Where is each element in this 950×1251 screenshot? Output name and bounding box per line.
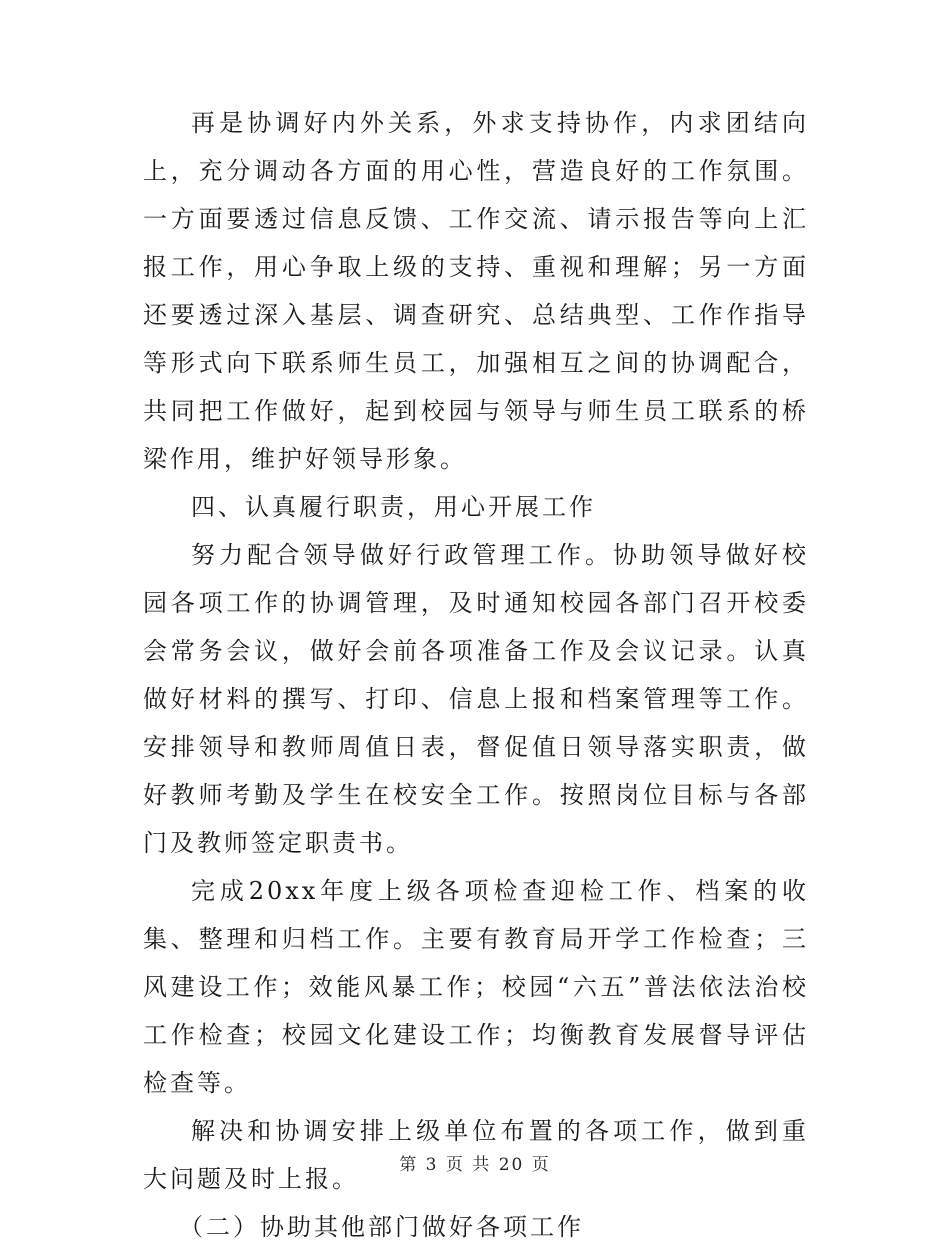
document-body	[143, 99, 809, 1251]
section-heading-four: 四、认真履行职责，用心开展工作	[191, 493, 596, 521]
paragraph-inspections: 完成20xx年度上级各项检查迎检工作、档案的收集、整理和归档工作。主要有教育局开学工作检查；三风建设工作；效能风暴工作；校园“六五”普法依法治校工作检查；校园文化建设工作；均衡教育发展督导评估检查等。	[143, 877, 809, 1097]
subheading-assist-departments: （二）协助其他部门做好各项工作	[179, 1213, 584, 1241]
paragraph-admin-work: 努力配合领导做好行政管理工作。协助领导做好校园各项工作的协调管理，及时通知校园各部门召开校委会常务会议，做好会前各项准备工作及会议记录。认真做好材料的撰写、打印、信息上报和档案管理等工作。安排领导和教师周值日表，督促值日领导落实职责，做好教师考勤及学生在校安全工作。按照岗位目标与各部门及教师签定职责书。	[143, 541, 809, 857]
page-number-footer: 第 3 页 共 20 页	[399, 1155, 551, 1175]
paragraph-superior-tasks: 解决和协调安排上级单位布置的各项工作，做到重大问题及时上报。	[143, 1117, 809, 1193]
paragraph-coordination: 再是协调好内外关系，外求支持协作，内求团结向上，充分调动各方面的用心性，营造良好的工作氛围。一方面要透过信息反馈、工作交流、请示报告等向上汇报工作，用心争取上级的支持、重视和理解；另一方面还要透过深入基层、调查研究、总结典型、工作作指导等形式向下联系师生员工，加强相互之间的协调配合，共同把工作做好，起到校园与领导与师生员工联系的桥梁作用，维护好领导形象。	[143, 109, 809, 473]
